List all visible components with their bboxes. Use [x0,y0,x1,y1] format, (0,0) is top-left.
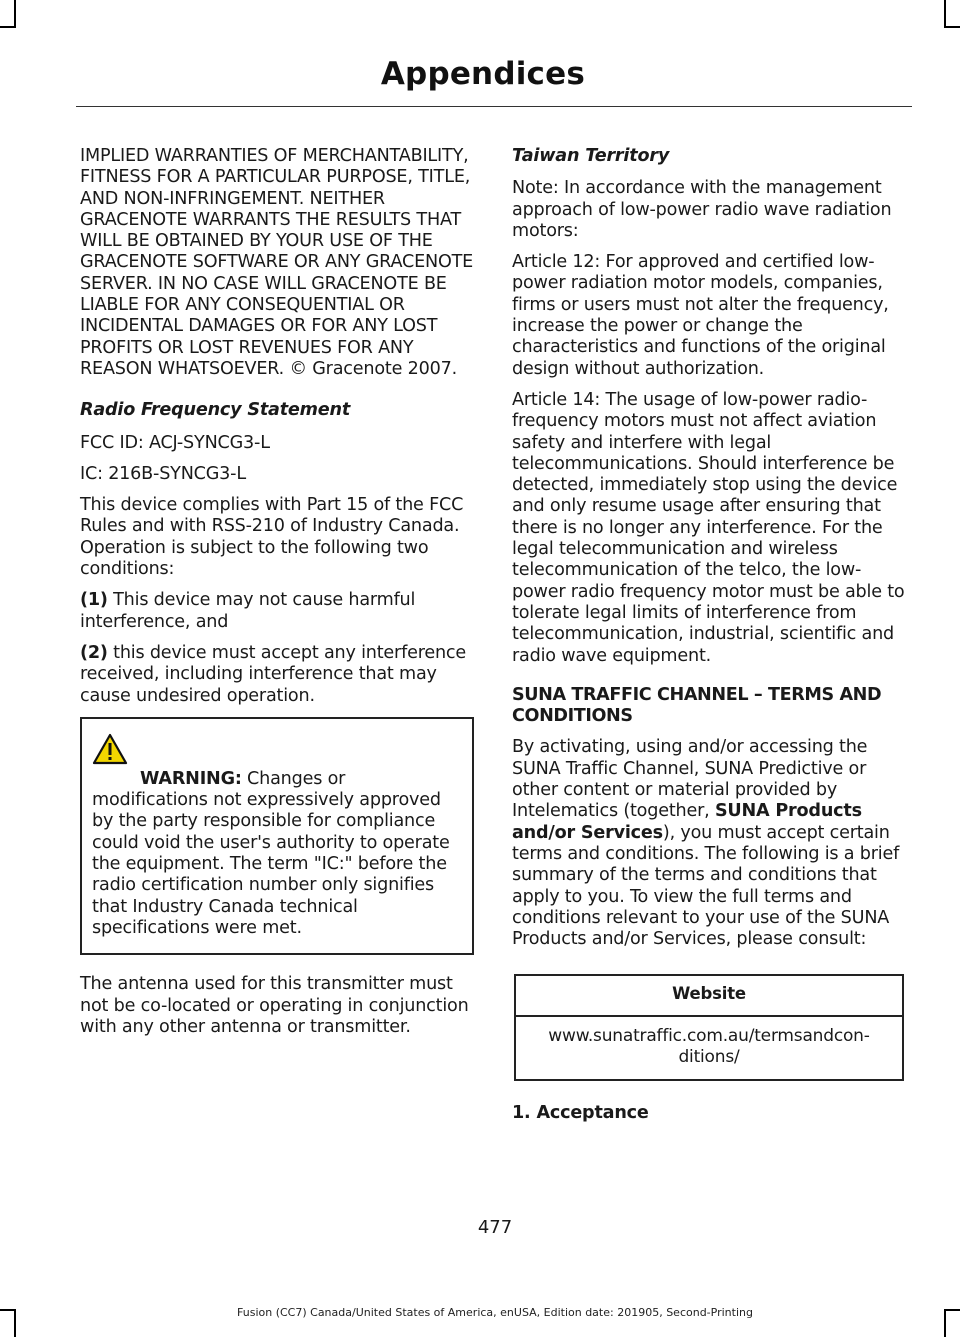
suna-intro-part2: ), you must accept certain terms and conditions. The following is a brief summary of the terms and conditions that apply to you. To view the full terms and conditions relevant to your use of the SUNA Products and/or Services, please consult: [512,822,900,950]
crop-mark [14,0,16,28]
condition-1 [80,590,474,633]
fcc-id: FCC ID: ACJ-SYNCG3-L [80,432,270,453]
footer-edition: Fusion (CC7) Canada/United States of America, enUSA, Edition date: 201905, Second-Printing [237,1306,753,1319]
article-12: Article 12: For approved and certified low-power radiation motor models, companies, firms or users must not alter the frequency, increase the power or change the characteristics and functions of the original design without authorization. [512,252,889,379]
acceptance-heading: 1. Acceptance [512,1103,649,1124]
gracenote-disclaimer: IMPLIED WARRANTIES OF MERCHANTABILITY, FITNESS FOR A PARTICULAR PURPOSE, TITLE, AND NON-INFRINGEMENT. NEITHER GRACENOTE WARRANTS THE RESULTS THAT WILL BE OBTAINED BY YOUR USE OF THE GRACENOTE SOFTWARE OR ANY GRACENOTE SERVER. IN NO CASE WILL GRACENOTE BE LIABLE FOR ANY CONSEQUENTIAL OR INCIDENTAL DAMAGES OR FOR ANY LOST PROFITS OR LOST REVENUES FOR ANY REASON WHATSOEVER. © Gracenote 2007. [80,146,474,379]
website-table-header: Website [515,975,903,1015]
website-table [514,974,904,1081]
warning-body: Changes or modifications not expressively approved by the party responsible for compliance could void the user's authority to operate the equipment. The term "IC:" before the radio certification number only signifies that Industry Canada technical specifications were met. [92,768,450,938]
right-column [512,146,908,1135]
taiwan-note: Note: In accordance with the management approach of low-power radio wave radiation motors: [512,178,892,241]
antenna-statement: The antenna used for this transmitter must not be co-located or operating in conjunction with any other antenna or transmitter. [80,974,469,1037]
warning-label: WARNING: [140,768,242,789]
suna-intro-part1: By activating, using and/or accessing the SUNA Traffic Channel, SUNA Predictive or other content or material provided by Intelematics (together, [512,737,868,822]
header-divider [76,106,912,107]
page-title: Appendices [380,56,585,92]
warning-text [92,769,464,939]
suna-heading: SUNA TRAFFIC CHANNEL – TERMS AND CONDITIONS [512,684,882,727]
condition-2-number: (2) [80,642,108,663]
article-14: Article 14: The usage of low-power radio-frequency motors must not affect aviation safety and interfere with legal telecommunications. Should interference be detected, immediately stop using the device and only resume usage after ensuring that there is no longer any interference. For the legal telecommunication and wireless telecommunication of the telco, the low-power radio frequency motor must be able to tolerate legal limits of interference from telecommunication, industrial, scientific and radio wave equipment. [512,389,905,666]
taiwan-heading: Taiwan Territory [512,146,670,166]
page-number: 477 [477,1217,513,1238]
condition-1-number: (1) [80,590,108,611]
condition-2-text: this device must accept any interference received, including interference that may cause undesired operation. [80,642,467,706]
warning-triangle-icon [92,733,128,765]
ic-id: IC: 216B-SYNCG3-L [80,463,246,484]
suna-intro [512,737,908,950]
crop-mark [944,26,960,28]
website-url[interactable]: www.sunatraffic.com.au/termsandcon-ditions/ [548,1025,870,1067]
crop-mark [0,26,16,28]
crop-mark [944,0,946,28]
left-column [80,146,474,1048]
warning-box [80,717,474,955]
condition-1-text: This device may not cause harmful interference, and [80,590,416,632]
suna-products-term: SUNA Products and/or Services [512,801,862,843]
radio-frequency-heading: Radio Frequency Statement [80,400,351,421]
compliance-text: This device complies with Part 15 of the FCC Rules and with RSS-210 of Industry Canada. Operation is subject to the following two conditions: [80,495,464,580]
condition-2 [80,643,474,707]
